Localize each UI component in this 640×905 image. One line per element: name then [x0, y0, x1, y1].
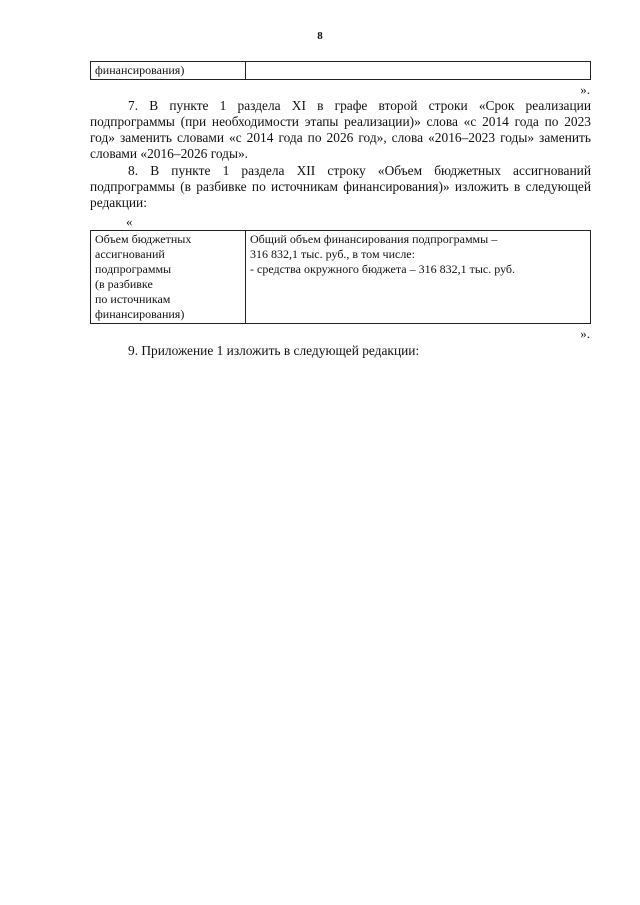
page-number: 8	[317, 30, 323, 42]
item-8-text: 8. В пункте 1 раздела XII строку «Объем бюджетных ассигнований подпрограммы (в разбивке по источникам финансирования)» изложить в следующей редакции:	[90, 163, 591, 210]
closing-quote: ».	[580, 82, 590, 97]
label-line: ассигнований	[95, 247, 165, 261]
item-7-text: 7. В пункте 1 раздела XI в графе второй строки «Срок реализации подпрограммы (при необходимости этапы реализации)» слова «с 2014 года по 2023 год» заменить словами «с 2014 года по 2026 год», слова «2016–2023 годы» заменить словами «2016–2026 годы».	[90, 98, 591, 161]
table-cell-left: финансирования)	[91, 62, 246, 80]
label-line: (в разбивке	[95, 277, 153, 291]
label-line: подпрограммы	[95, 262, 172, 276]
label-line: финансирования)	[95, 307, 185, 321]
label-line: по источникам	[95, 292, 171, 306]
item-8-paragraph	[90, 163, 591, 211]
previous-table-fragment	[90, 61, 591, 80]
opening-quote: «	[126, 214, 133, 229]
value-line: 316 832,1 тыс. руб., в том числе:	[250, 247, 415, 261]
financing-value-cell	[246, 231, 591, 324]
label-line: Объем бюджетных	[95, 232, 192, 246]
closing-quote: ».	[580, 326, 590, 341]
item-7-paragraph	[90, 98, 591, 162]
value-line: - средства окружного бюджета – 316 832,1 тыс. руб.	[250, 262, 516, 276]
item-9-text: 9. Приложение 1 изложить в следующей редакции:	[128, 343, 420, 358]
value-line: Общий объем финансирования подпрограммы –	[250, 232, 498, 246]
financing-table	[90, 230, 591, 324]
table-cell-right	[246, 62, 591, 80]
item-9-paragraph	[90, 343, 591, 359]
financing-label-cell	[91, 231, 246, 324]
